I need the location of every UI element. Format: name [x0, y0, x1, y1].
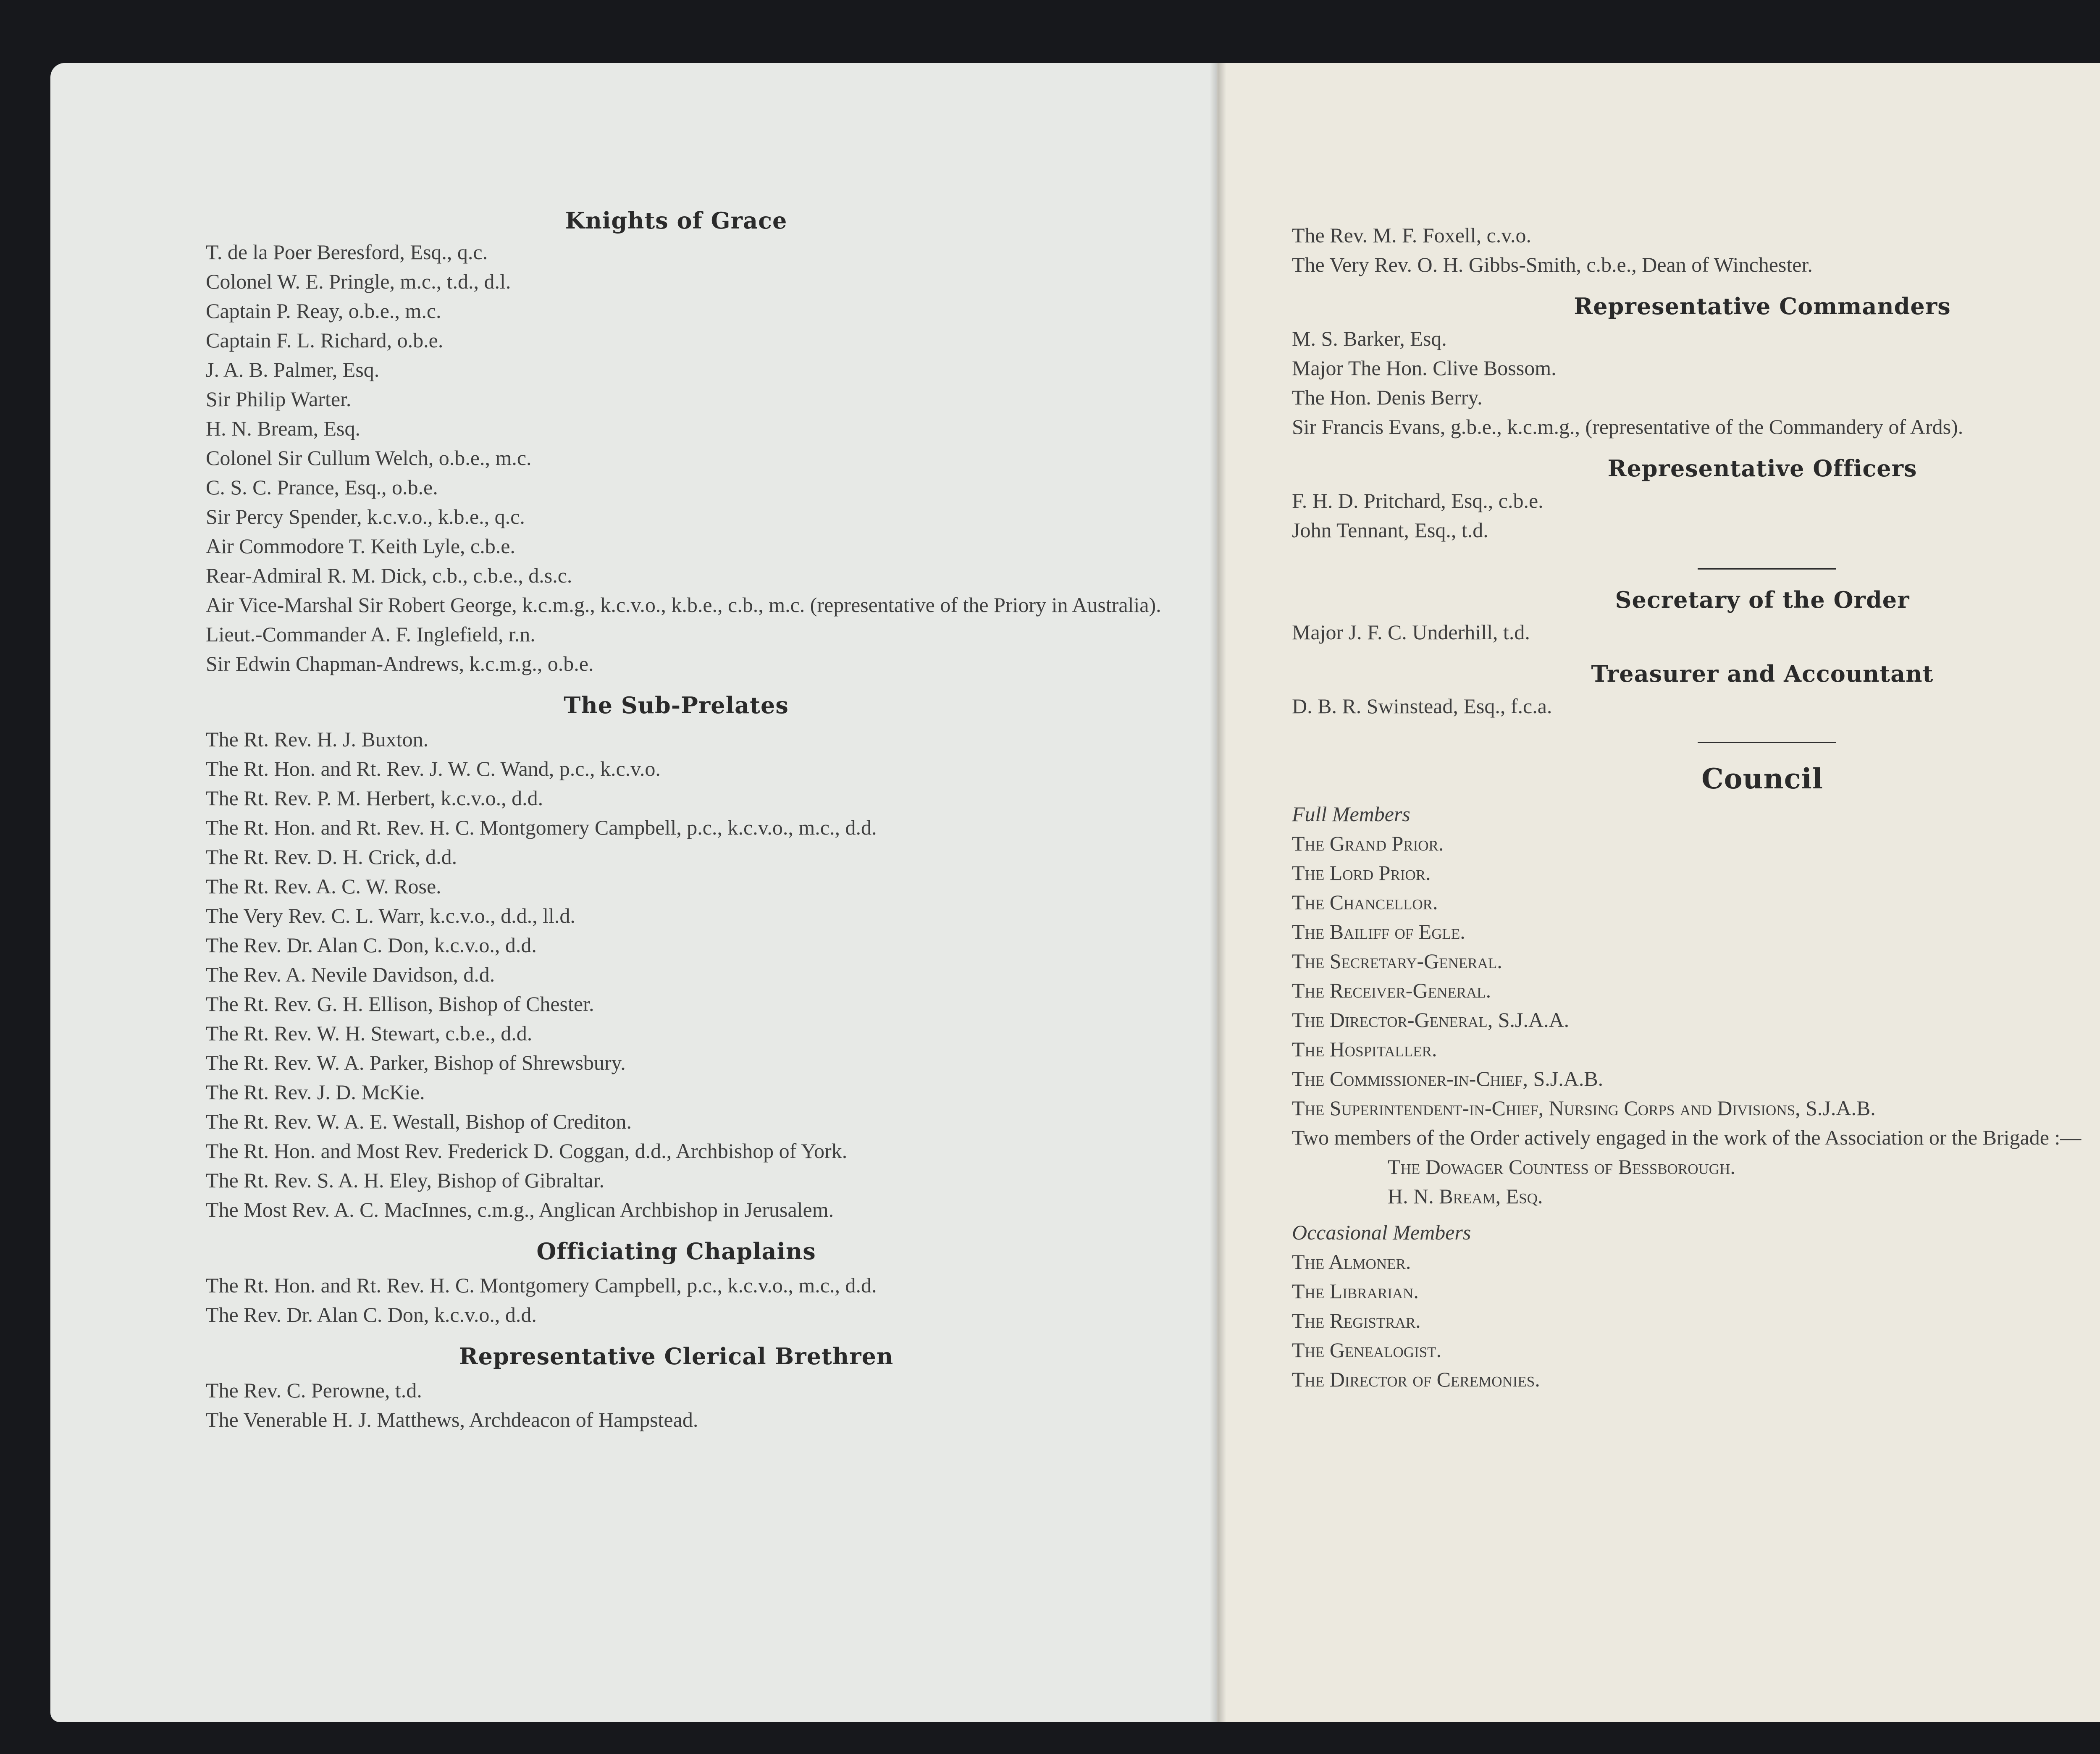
secretary-heading: Secretary of the Order	[1615, 586, 1910, 613]
list-item: Rear-Admiral R. M. Dick, c.b., c.b.e., d.s.c.	[206, 564, 572, 587]
list-item: The Venerable H. J. Matthews, Archdeacon of Hampstead.	[206, 1408, 698, 1431]
list-item: F. H. D. Pritchard, Esq., c.b.e.	[1292, 489, 1544, 512]
knights-of-grace-list	[206, 237, 1214, 678]
list-item: The Rev. C. Perowne, t.d.	[206, 1379, 422, 1402]
occasional-members-label: Occasional Members	[1292, 1221, 1471, 1244]
list-item: The Librarian.	[1292, 1279, 1419, 1303]
list-item: The Rt. Rev. D. H. Crick, d.d.	[206, 845, 457, 869]
list-item: The Rev. Dr. Alan C. Don, k.c.v.o., d.d.	[206, 1303, 537, 1326]
list-item: The Dowager Countess of Bessborough.	[1388, 1155, 1735, 1179]
list-item: The Director of Ceremonies.	[1292, 1368, 1540, 1391]
divider	[1698, 742, 1836, 743]
list-item: The Bailiff of Egle.	[1292, 920, 1465, 943]
list-item: The Rt. Rev. A. C. W. Rose.	[206, 874, 441, 898]
left-page	[50, 63, 1222, 1722]
list-item: Major J. F. C. Underhill, t.d.	[1292, 620, 1530, 644]
commanders-heading: Representative Commanders	[1574, 293, 1951, 320]
list-item: The Almoner.	[1292, 1250, 1411, 1273]
list-item: Sir Edwin Chapman-Andrews, k.c.m.g., o.b.e.	[206, 652, 594, 675]
list-item: T. de la Poer Beresford, Esq., q.c.	[206, 240, 488, 264]
list-item: Lieut.-Commander A. F. Inglefield, r.n.	[206, 622, 536, 646]
list-item: Colonel W. E. Pringle, m.c., t.d., d.l.	[206, 270, 511, 293]
officers-heading: Representative Officers	[1607, 455, 1917, 482]
list-item: The Very Rev. C. L. Warr, k.c.v.o., d.d., ll.d.	[206, 904, 575, 927]
list-item: Captain P. Reay, o.b.e., m.c.	[206, 299, 441, 323]
full-members-label: Full Members	[1292, 802, 1410, 826]
continued-list	[1292, 221, 2100, 279]
list-item: The Genealogist.	[1292, 1338, 1442, 1362]
list-item: The Most Rev. A. C. MacInnes, c.m.g., Anglican Archbishop in Jerusalem.	[206, 1198, 834, 1221]
list-item: The Rt. Hon. and Rt. Rev. H. C. Montgomery Campbell, p.c., k.c.v.o., m.c., d.d.	[206, 1273, 877, 1297]
list-item: The Rt. Rev. H. J. Buxton.	[206, 727, 429, 751]
list-item: D. B. R. Swinstead, Esq., f.c.a.	[1292, 694, 1552, 718]
list-item: The Superintendent-in-Chief, Nursing Corps and Divisions, S.J.A.B.	[1292, 1096, 1876, 1120]
right-page	[1217, 63, 2100, 1722]
list-item: The Secretary-General.	[1292, 949, 1502, 973]
full-members-list	[1292, 829, 2100, 1211]
list-item: The Very Rev. O. H. Gibbs-Smith, c.b.e., Dean of Winchester.	[1292, 253, 1813, 276]
officiating-chaplains-heading: Officiating Chaplains	[536, 1238, 816, 1265]
list-item: The Rt. Hon. and Most Rev. Frederick D. Coggan, d.d., Archbishop of York.	[206, 1139, 848, 1163]
list-item: The Rt. Rev. W. H. Stewart, c.b.e., d.d.	[206, 1021, 533, 1045]
list-item: Sir Philip Warter.	[206, 387, 352, 411]
list-item: The Director-General, S.J.A.A.	[1292, 1008, 1570, 1032]
list-item: The Hon. Denis Berry.	[1292, 386, 1483, 409]
list-item: The Hospitaller.	[1292, 1037, 1437, 1061]
list-item: The Commissioner-in-Chief, S.J.A.B.	[1292, 1067, 1604, 1090]
treasurer-heading: Treasurer and Accountant	[1591, 660, 1934, 687]
list-item: The Rev. Dr. Alan C. Don, k.c.v.o., d.d.	[206, 933, 537, 957]
left-page-content	[206, 63, 1214, 1434]
book-gutter	[1210, 63, 1226, 1722]
list-item: John Tennant, Esq., t.d.	[1292, 518, 1488, 542]
list-item: The Rev. A. Nevile Davidson, d.d.	[206, 963, 495, 986]
list-item: H. N. Bream, Esq.	[206, 417, 360, 440]
list-item: The Rt. Rev. W. A. Parker, Bishop of Shrewsbury.	[206, 1051, 626, 1074]
list-item: M. S. Barker, Esq.	[1292, 327, 1447, 350]
commanders-list	[1292, 324, 2100, 441]
list-item: The Chancellor.	[1292, 890, 1438, 914]
occasional-members-list	[1292, 1247, 2100, 1394]
list-item: The Grand Prior.	[1292, 832, 1444, 855]
sub-prelates-heading: The Sub-Prelates	[564, 692, 789, 719]
secretary-list	[1292, 617, 2100, 647]
list-item: Captain F. L. Richard, o.b.e.	[206, 328, 444, 352]
list-item: J. A. B. Palmer, Esq.	[206, 358, 380, 381]
list-item: The Rt. Rev. G. H. Ellison, Bishop of Chester.	[206, 992, 594, 1016]
list-item: Colonel Sir Cullum Welch, o.b.e., m.c.	[206, 446, 532, 470]
list-item: H. N. Bream, Esq.	[1388, 1184, 1543, 1208]
treasurer-list	[1292, 691, 2100, 721]
list-item: Air Commodore T. Keith Lyle, c.b.e.	[206, 534, 515, 558]
list-item: The Rt. Rev. W. A. E. Westall, Bishop of Crediton.	[206, 1110, 632, 1133]
sub-prelates-list	[206, 725, 1214, 1224]
list-item: The Rt. Rev. P. M. Herbert, k.c.v.o., d.d.	[206, 786, 543, 810]
right-page-content	[1292, 63, 2100, 1394]
list-item: Major The Hon. Clive Bossom.	[1292, 356, 1557, 380]
officers-list	[1292, 486, 2100, 545]
list-item: The Rt. Rev. J. D. McKie.	[206, 1080, 425, 1104]
divider	[1698, 568, 1836, 570]
list-item: The Rt. Hon. and Rt. Rev. H. C. Montgomery Campbell, p.c., k.c.v.o., m.c., d.d.	[206, 816, 877, 839]
list-item: C. S. C. Prance, Esq., o.b.e.	[206, 475, 438, 499]
list-item: Sir Francis Evans, g.b.e., k.c.m.g., (representative of the Commandery of Ards).	[1292, 415, 1964, 438]
officiating-chaplains-list	[206, 1271, 1214, 1329]
list-item: The Rt. Rev. S. A. H. Eley, Bishop of Gibraltar.	[206, 1168, 604, 1192]
list-item: The Registrar.	[1292, 1309, 1421, 1332]
two-members-text: Two members of the Order actively engaged in the work of the Association or the Brigade :—	[1292, 1126, 2082, 1149]
clerical-brethren-list	[206, 1376, 1214, 1434]
list-item: Sir Percy Spender, k.c.v.o., k.b.e., q.c.	[206, 505, 525, 528]
list-item: Air Vice-Marshal Sir Robert George, k.c.m.g., k.c.v.o., k.b.e., c.b., m.c. (representative of the Priory in Australia).	[206, 593, 1161, 617]
clerical-brethren-heading: Representative Clerical Brethren	[459, 1343, 894, 1370]
list-item: The Lord Prior.	[1292, 861, 1431, 885]
list-item: The Rt. Hon. and Rt. Rev. J. W. C. Wand, p.c., k.c.v.o.	[206, 757, 661, 780]
knights-of-grace-heading: Knights of Grace	[565, 207, 788, 234]
list-item: The Rev. M. F. Foxell, c.v.o.	[1292, 223, 1532, 247]
list-item: The Receiver-General.	[1292, 979, 1491, 1002]
council-heading: Council	[1701, 762, 1823, 795]
